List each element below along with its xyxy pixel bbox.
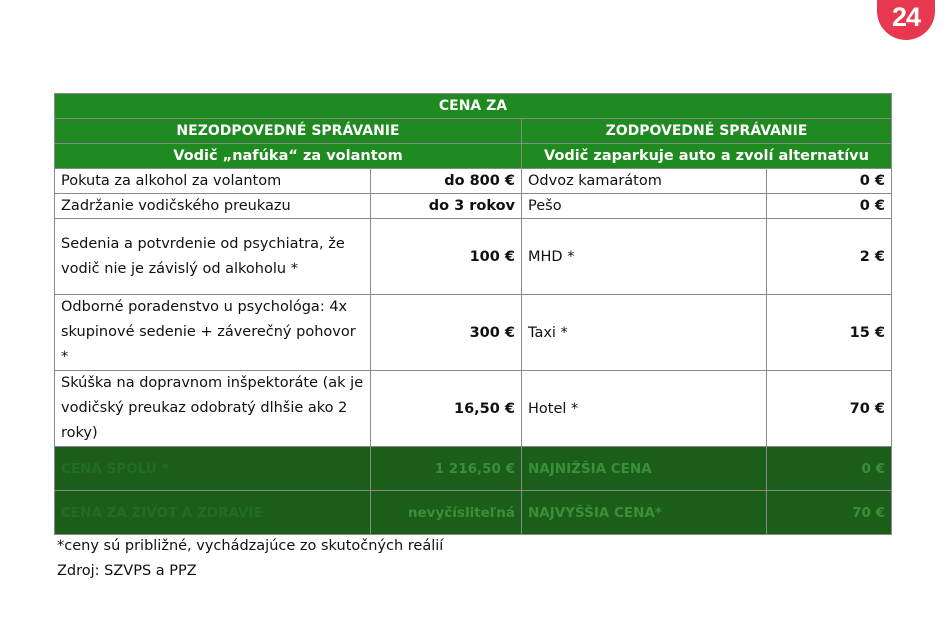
cost-label: Odborné poradenstvo u psychológa: 4x skupinové sedenie + záverečný pohovor *: [55, 295, 371, 371]
cost-value: 16,50 €: [371, 371, 522, 447]
cost-label: Sedenia a potvrdenie od psychiatra, že vodič nie je závislý od alkoholu *: [55, 219, 371, 295]
cost-label: Zadržanie vodičského preukazu: [55, 194, 371, 219]
irresponsible-header: NEZODPOVEDNÉ SPRÁVANIE: [55, 119, 522, 144]
alternative-label: MHD *: [522, 219, 767, 295]
table-row: [55, 194, 892, 219]
cost-value: do 800 €: [371, 169, 522, 194]
alternative-value: 0 €: [767, 194, 892, 219]
alternative-label: Taxi *: [522, 295, 767, 371]
lowest-price-label: NAJNIŽŠIA CENA: [522, 447, 767, 491]
cost-value: 100 €: [371, 219, 522, 295]
total-cost-label: CENA SPOLU *: [55, 447, 371, 491]
highest-price-value: 70 €: [767, 491, 892, 535]
footnote: *ceny sú približné, vychádzajúce zo skutočných reálií: [57, 538, 444, 554]
irresponsible-subtitle: Vodič „nafúka“ za volantom: [55, 144, 522, 169]
highest-price-label: NAJVYŠŠIA CENA*: [522, 491, 767, 535]
cost-label: Pokuta za alkohol za volantom: [55, 169, 371, 194]
life-health-label: CENA ZA ŽIVOT A ZDRAVIE: [55, 491, 371, 535]
alternative-label: Odvoz kamarátom: [522, 169, 767, 194]
table-row: [55, 169, 892, 194]
lowest-price-value: 0 €: [767, 447, 892, 491]
alternative-value: 0 €: [767, 169, 892, 194]
table-row: [55, 295, 892, 371]
summary-row: [55, 447, 892, 491]
summary-row: [55, 491, 892, 535]
source-note: Zdroj: SZVPS a PPZ: [57, 563, 197, 579]
responsible-header: ZODPOVEDNÉ SPRÁVANIE: [522, 119, 892, 144]
alternative-value: 15 €: [767, 295, 892, 371]
total-cost-value: 1 216,50 €: [371, 447, 522, 491]
table-row: [55, 219, 892, 295]
table-title: CENA ZA: [55, 94, 892, 119]
alternative-label: Hotel *: [522, 371, 767, 447]
alternative-label: Pešo: [522, 194, 767, 219]
cost-value: do 3 rokov: [371, 194, 522, 219]
price-comparison-table: [54, 93, 892, 535]
table-row: [55, 371, 892, 447]
alternative-value: 2 €: [767, 219, 892, 295]
cost-label: Skúška na dopravnom inšpektoráte (ak je vodičský preukaz odobratý dlhšie ako 2 roky): [55, 371, 371, 447]
life-health-value: nevyčísliteľná: [371, 491, 522, 535]
cost-value: 300 €: [371, 295, 522, 371]
responsible-subtitle: Vodič zaparkuje auto a zvolí alternatívu: [522, 144, 892, 169]
portal-24-logo[interactable]: 24: [877, 0, 935, 40]
alternative-value: 70 €: [767, 371, 892, 447]
